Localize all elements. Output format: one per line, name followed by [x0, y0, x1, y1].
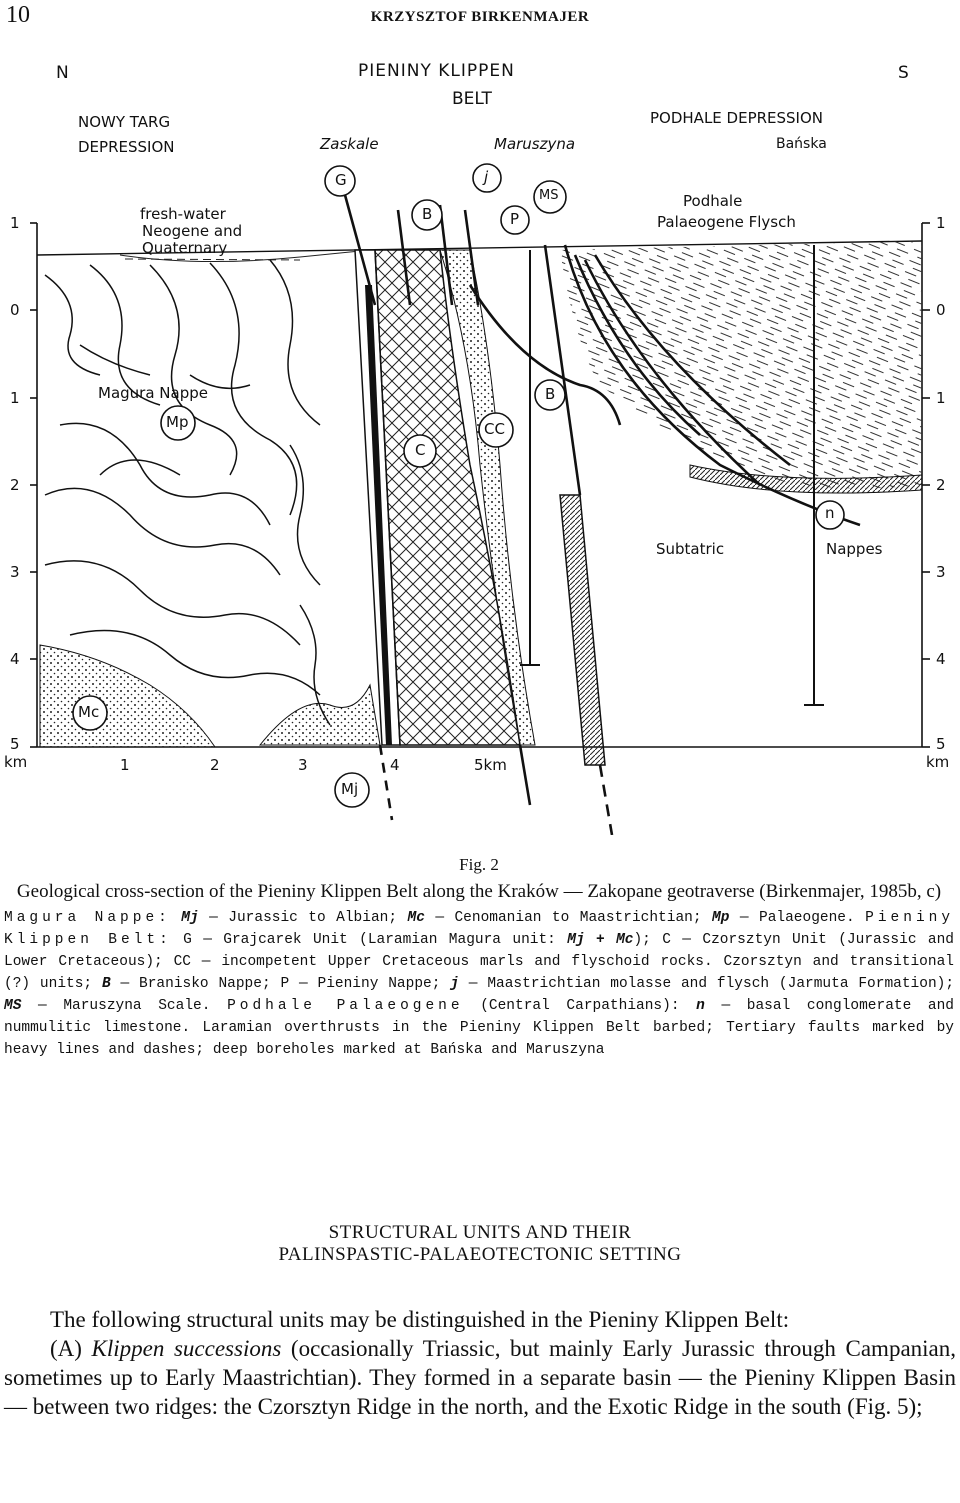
unit-marker-p: P	[510, 210, 520, 228]
caption-text: G — Grajcarek Unit (Laramian Magura unit:	[183, 932, 556, 948]
figure-caption	[4, 855, 954, 1061]
unit-marker-n: n	[825, 504, 835, 522]
unit-marker-mj: Mj	[341, 780, 359, 798]
caption-text: ); C — Czorsztyn Unit (Jurassic and Lower Cretaceous); CC — incompetent Upper Cretaceous marls and flyschoid rocks. Czorsztyn and transitional (?) units;	[4, 932, 954, 992]
unit-marker-mc: Mc	[78, 703, 100, 721]
caption-magura-heading: Magura Nappe:	[4, 910, 171, 926]
caption-podhale-heading: Podhale Palaeogene	[227, 998, 464, 1014]
caption-title: Geological cross-section of the Pieniny Klippen Belt along the Kraków — Zakopane geotraverse (Birkenmajer, 1985b, c)	[16, 881, 942, 902]
caption-abbr: Mj + Mc	[567, 932, 634, 948]
unit-marker-j: j	[484, 168, 489, 186]
item-text: (occasionally Triassic, but mainly Early Jurassic through Campanian, sometimes up to Early Maastrichtian). They formed in a separate basin — the Pieniny Klippen Basin — between two ridges: the Czorsztyn Ridge in the north, and the Exotic Ridge in the south (Fig. 5);	[4, 1336, 957, 1419]
section-title-line: PALINSPASTIC-PALAEOTECTONIC SETTING	[278, 1244, 682, 1265]
scale-tick-label: 2	[210, 756, 220, 774]
podhale-depression-label: PODHALE DEPRESSION	[650, 109, 824, 127]
podhale-flysch	[560, 241, 922, 488]
fresh-water-label-3: Quaternary	[142, 239, 228, 257]
item-term: Klippen successions	[91, 1336, 282, 1361]
mc-dotted-unit	[40, 645, 215, 747]
zaskale-label: Zaskale	[320, 135, 379, 153]
cross-section-drawing	[0, 45, 960, 835]
maruszyna-label: Maruszyna	[494, 135, 576, 153]
north-label: N	[56, 63, 69, 83]
caption-legend	[4, 907, 954, 1061]
scale-tick-label: 4	[390, 756, 400, 774]
depth-tick-right: 1	[936, 214, 946, 232]
depth-tick-right: 2	[936, 476, 946, 494]
km-left-label: km	[4, 753, 28, 771]
caption-text: — Maruszyna Scale.	[38, 998, 211, 1014]
pieniny-nappe-strip	[560, 495, 605, 765]
section-title-line: STRUCTURAL UNITS AND THEIR	[328, 1222, 632, 1243]
nowy-targ-label-2: DEPRESSION	[78, 138, 175, 156]
unit-marker-c: C	[415, 441, 426, 459]
item-label: (A)	[50, 1336, 82, 1361]
caption-text: — Branisko Nappe; P — Pieniny Nappe;	[120, 976, 441, 992]
magura-nappe-label: Magura Nappe	[98, 384, 208, 402]
depth-tick-right: 4	[936, 650, 946, 668]
pieniny-belt-title-2: BELT	[452, 89, 492, 109]
depth-tick-right: 1	[936, 389, 946, 407]
depth-tick-left: 0	[10, 301, 20, 319]
caption-abbr: j	[450, 976, 459, 992]
caption-abbr: n	[696, 998, 705, 1014]
km-right-label: km	[926, 753, 950, 771]
depth-tick-right: 3	[936, 563, 946, 581]
fresh-water-label-2: Neogene and	[142, 222, 243, 240]
depth-tick-left: 4	[10, 650, 20, 668]
running-head: KRZYSZTOF BIRKENMAJER	[370, 9, 590, 25]
section-title	[0, 1222, 960, 1266]
figure-number: Fig. 2	[459, 855, 499, 874]
scale-5km-label: 5km	[474, 756, 507, 774]
scale-tick-label: 1	[120, 756, 130, 774]
unit-marker-b-lower: B	[545, 385, 556, 403]
caption-text: — Jurassic to Albian;	[209, 910, 398, 926]
depth-tick-left: 3	[10, 563, 20, 581]
unit-marker-g: G	[335, 171, 347, 189]
banska-top-label: Bańska	[776, 136, 827, 152]
page-header	[0, 0, 960, 40]
caption-text: — Cenomanian to Maastrichtian;	[435, 910, 702, 926]
caption-text: — basal conglomerate and nummulitic limestone. Laramian overthrusts in the Pieniny Klippen Belt barbed; Tertiary faults marked by heavy lines and dashes; deep boreholes marked at Bańska and Maruszyna	[4, 998, 955, 1058]
scale-tick-label: 3	[298, 756, 308, 774]
page-number: 10	[6, 2, 30, 28]
depth-tick-right: 5	[936, 735, 946, 753]
unit-marker-cc: CC	[484, 420, 505, 438]
nappes-label: Nappes	[826, 540, 883, 558]
pieniny-belt-title-1: PIENINY KLIPPEN	[358, 61, 515, 81]
subtatric-label: Subtatric	[656, 540, 725, 558]
depth-tick-left: 5	[10, 735, 20, 753]
body-paragraph: The following structural units may be distinguished in the Pieniny Klippen Belt:	[50, 1307, 790, 1332]
magura-nappe-folds	[45, 260, 330, 725]
podhale-flysch-label-1: Podhale	[683, 192, 743, 210]
caption-abbr: Mp	[712, 910, 730, 926]
caption-text: — Palaeogene.	[739, 910, 855, 926]
depth-tick-left: 1	[10, 214, 20, 232]
body-text	[4, 1305, 956, 1421]
body-list-item-a	[4, 1334, 956, 1421]
nowy-targ-label-1: NOWY TARG	[78, 113, 171, 131]
caption-abbr: B	[101, 976, 111, 992]
depth-tick-left: 2	[10, 476, 20, 494]
caption-abbr: MS	[4, 998, 22, 1014]
caption-abbr: Mc	[407, 910, 425, 926]
caption-text: (Central Carpathians):	[480, 998, 680, 1014]
depth-tick-left: 1	[10, 389, 20, 407]
podhale-flysch-label-2: Palaeogene Flysch	[657, 213, 796, 231]
caption-abbr: Mj	[181, 910, 199, 926]
fresh-water-label-1: fresh-water	[140, 205, 226, 223]
south-label: S	[898, 63, 909, 83]
unit-marker-mp: Mp	[166, 413, 189, 431]
geological-cross-section-figure	[0, 45, 960, 835]
unit-marker-ms: MS	[539, 188, 559, 203]
depth-tick-right: 0	[936, 301, 946, 319]
caption-pieniny-heading: Pieniny Klippen Belt:	[4, 910, 955, 948]
caption-text: — Maastrichtian molasse and flysch (Jarmuta Formation);	[468, 976, 955, 992]
unit-marker-b-upper: B	[422, 205, 433, 223]
